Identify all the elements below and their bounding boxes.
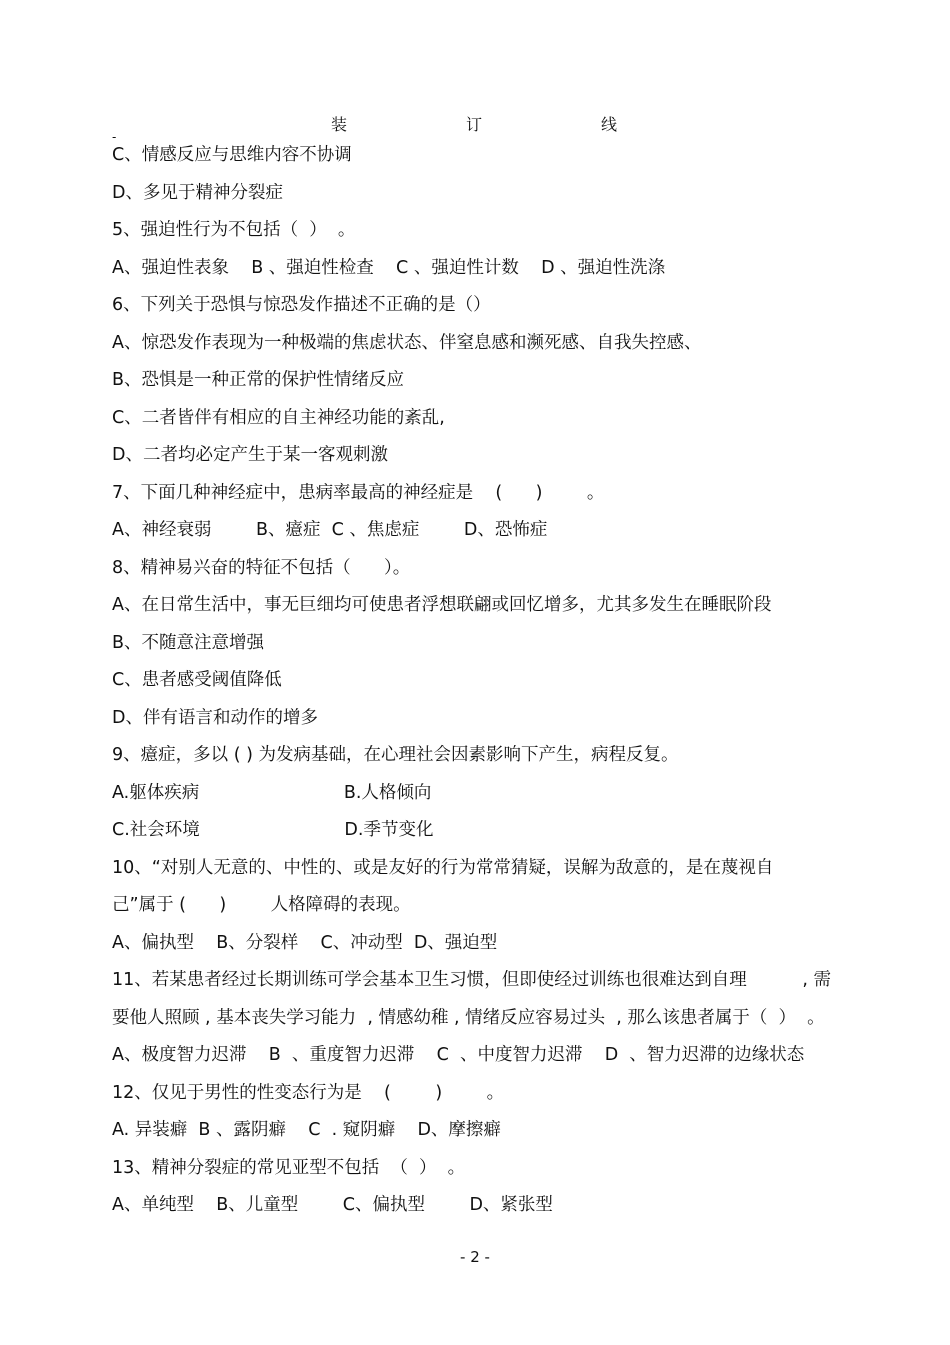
text-line: A、在日常生活中，事无巨细均可使患者浮想联翩或回忆增多，尤其多发生在睡眠阶段 xyxy=(112,595,772,615)
text-line: B、恐惧是一种正常的保护性情绪反应 xyxy=(112,370,405,390)
text-line: B、不随意注意增强 xyxy=(112,632,265,653)
binding-char-3: 线 xyxy=(601,115,618,134)
corner-mark: - xyxy=(112,130,117,144)
text-line: A、神经衰弱 B、癔症 C 、焦虑症 D、恐怖症 xyxy=(112,520,548,540)
text-line: 10、“对别人无意的、中性的、或是友好的行为常常猜疑，误解为敌意的，是在蔑视自 xyxy=(112,857,774,878)
binding-char-1: 装 xyxy=(331,115,348,134)
text-line: 13、精神分裂症的常见亚型不包括 （ ） 。 xyxy=(112,1157,466,1178)
text-line: A、强迫性表象 B 、强迫性检查 C 、强迫性计数 D 、强迫性洗涤 xyxy=(112,257,666,278)
text-line: C、二者皆伴有相应的自主神经功能的紊乱, xyxy=(112,407,445,428)
text-line: C、情感反应与思维内容不协调 xyxy=(112,145,352,165)
text-line: C、患者感受阈值降低 xyxy=(112,670,282,690)
text-line: D、二者均必定产生于某一客观刺激 xyxy=(112,445,388,465)
text-line: 8、精神易兴奋的特征不包括（ ）。 xyxy=(112,557,411,578)
text-line: D、多见于精神分裂症 xyxy=(112,182,283,203)
text-line: A.躯体疾病 B.人格倾向 xyxy=(112,782,432,803)
text-line: C.社会环境 D.季节变化 xyxy=(112,820,434,840)
text-line: 要他人照顾 , 基本丧失学习能力 , 情感幼稚 , 情绪反应容易过头 , 那么该患者属于（ ） 。 xyxy=(112,1007,825,1028)
page-number: - 2 - xyxy=(460,1248,490,1266)
text-line: 5、强迫性行为不包括（ ） 。 xyxy=(112,220,356,240)
question-content xyxy=(112,142,852,1230)
text-line: 己”属于 ( ) 人格障碍的表现。 xyxy=(112,895,411,915)
text-line: 12、仅见于男性的性变态行为是 ( ) 。 xyxy=(112,1082,505,1103)
text-line: A、单纯型 B、儿童型 C、偏执型 D、紧张型 xyxy=(112,1195,553,1215)
binding-line-label xyxy=(0,112,950,136)
text-line: 11、若某患者经过长期训练可学会基本卫生习惯，但即使经过训练也很难达到自理 , 需 xyxy=(112,970,832,990)
text-line: A、惊恐发作表现为一种极端的焦虑状态、伴窒息感和濒死感、自我失控感、 xyxy=(112,332,702,353)
text-line: A、极度智力迟滞 B 、重度智力迟滞 C 、中度智力迟滞 D 、智力迟滞的边缘状态 xyxy=(112,1045,805,1065)
text-line: D、伴有语言和动作的增多 xyxy=(112,707,318,728)
text-line: A、偏执型 B、分裂样 C、冲动型 D、强迫型 xyxy=(112,932,498,953)
text-line: 6、下列关于恐惧与惊恐发作描述不正确的是（） xyxy=(112,295,491,315)
binding-char-2: 订 xyxy=(466,115,483,134)
text-line: 9、癔症，多以 ( ) 为发病基础，在心理社会因素影响下产生，病程反复。 xyxy=(112,745,679,765)
text-line: A. 异装癖 B 、露阴癖 C . 窥阴癖 D、摩擦癖 xyxy=(112,1120,501,1140)
text-line: 7、下面几种神经症中，患病率最高的神经症是 ( ) 。 xyxy=(112,482,605,503)
